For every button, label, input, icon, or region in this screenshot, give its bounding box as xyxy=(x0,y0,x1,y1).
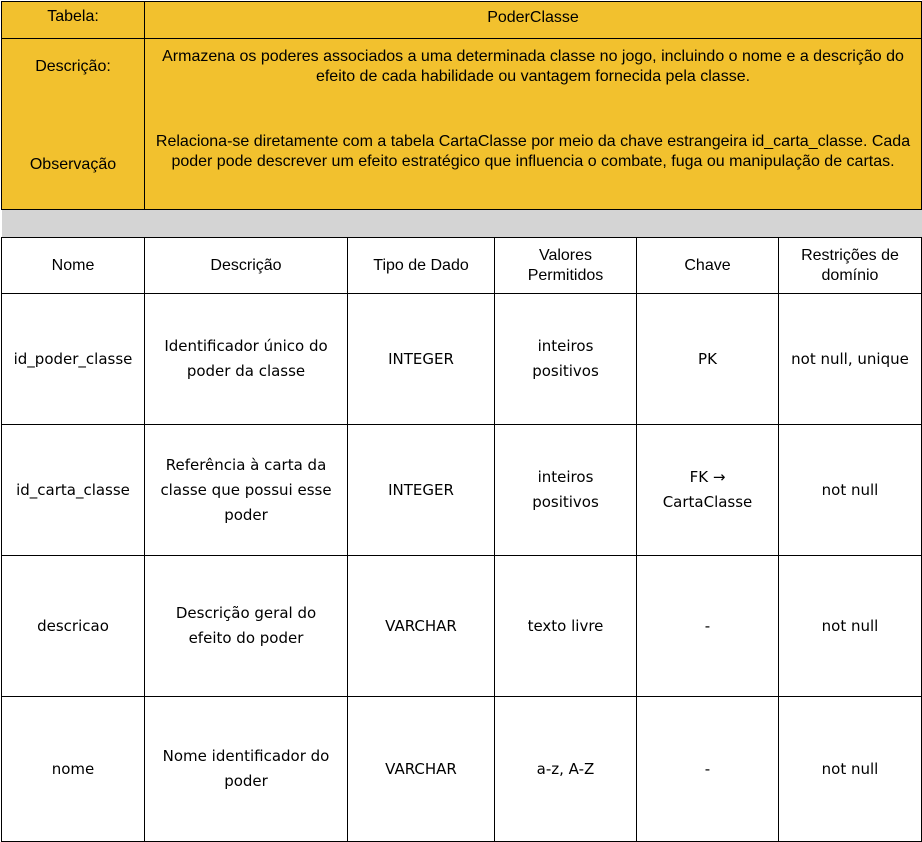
cell-nome: nome xyxy=(2,697,145,842)
cell-chave: - xyxy=(637,697,779,842)
cell-nome: id_carta_classe xyxy=(2,425,145,556)
cell-valores-text: inteiros positivos xyxy=(532,337,599,380)
cell-chave-text: FK → CartaClasse xyxy=(662,468,753,511)
cell-chave: - xyxy=(637,556,779,697)
column-header-row xyxy=(2,238,922,294)
col-header-chave: Chave xyxy=(637,238,779,294)
table-name: PoderClasse xyxy=(145,2,922,39)
meta-row-table xyxy=(2,2,922,39)
cell-descricao xyxy=(145,425,348,556)
table-label: Tabela: xyxy=(2,2,145,39)
cell-valores-text: inteiros positivos xyxy=(532,468,599,511)
col-header-restricoes xyxy=(779,238,922,294)
cell-nome-text: id_poder_classe xyxy=(13,349,133,368)
meta-row-description xyxy=(2,39,922,96)
cell-descricao xyxy=(145,556,348,697)
table-row xyxy=(2,425,922,556)
col-header-tipo: Tipo de Dado xyxy=(348,238,495,294)
col-header-nome: Nome xyxy=(2,238,145,294)
cell-descricao-text: Descrição geral do efeito do poder xyxy=(175,604,317,647)
table-row xyxy=(2,556,922,697)
col-header-valores-text: Valores Permitidos xyxy=(527,246,604,284)
cell-tipo: INTEGER xyxy=(348,294,495,425)
meta-row-observation xyxy=(2,95,922,210)
cell-chave xyxy=(637,425,779,556)
table-row xyxy=(2,294,922,425)
col-header-valores xyxy=(495,238,637,294)
observation-text: Relaciona-se diretamente com a tabela CartaClasse por meio da chave estrangeira id_carta_classe. Cada poder pode descrever um efeito estratégico que influencia o combate, fuga ou manipulação de cartas. xyxy=(145,95,922,210)
cell-tipo: INTEGER xyxy=(348,425,495,556)
description-label: Descrição: xyxy=(2,39,145,96)
cell-valores: texto livre xyxy=(495,556,637,697)
spacer-row xyxy=(2,210,922,238)
cell-restricoes: not null, unique xyxy=(779,294,922,425)
col-header-descricao: Descrição xyxy=(145,238,348,294)
cell-nome xyxy=(2,294,145,425)
cell-nome: descricao xyxy=(2,556,145,697)
cell-descricao-text: Referência à carta da classe que possui esse poder xyxy=(160,455,332,524)
table-row xyxy=(2,697,922,842)
cell-valores: a-z, A-Z xyxy=(495,697,637,842)
cell-descricao xyxy=(145,697,348,842)
cell-descricao xyxy=(145,294,348,425)
cell-descricao-text: Nome identificador do poder xyxy=(162,747,330,790)
dictionary-document xyxy=(1,1,921,822)
data-dictionary-table xyxy=(1,1,922,842)
cell-chave: PK xyxy=(637,294,779,425)
col-header-restricoes-text: Restrições de domínio xyxy=(801,246,899,284)
observation-label: Observação xyxy=(2,95,145,210)
cell-restricoes: not null xyxy=(779,425,922,556)
cell-tipo: VARCHAR xyxy=(348,556,495,697)
cell-valores xyxy=(495,294,637,425)
cell-restricoes: not null xyxy=(779,556,922,697)
cell-restricoes: not null xyxy=(779,697,922,842)
cell-descricao-text: Identificador único do poder da classe xyxy=(164,337,328,380)
description-text: Armazena os poderes associados a uma determinada classe no jogo, incluindo o nome e a descrição do efeito de cada habilidade ou vantagem fornecida pela classe. xyxy=(145,39,922,96)
cell-valores xyxy=(495,425,637,556)
spacer-cell xyxy=(2,210,922,238)
cell-tipo: VARCHAR xyxy=(348,697,495,842)
